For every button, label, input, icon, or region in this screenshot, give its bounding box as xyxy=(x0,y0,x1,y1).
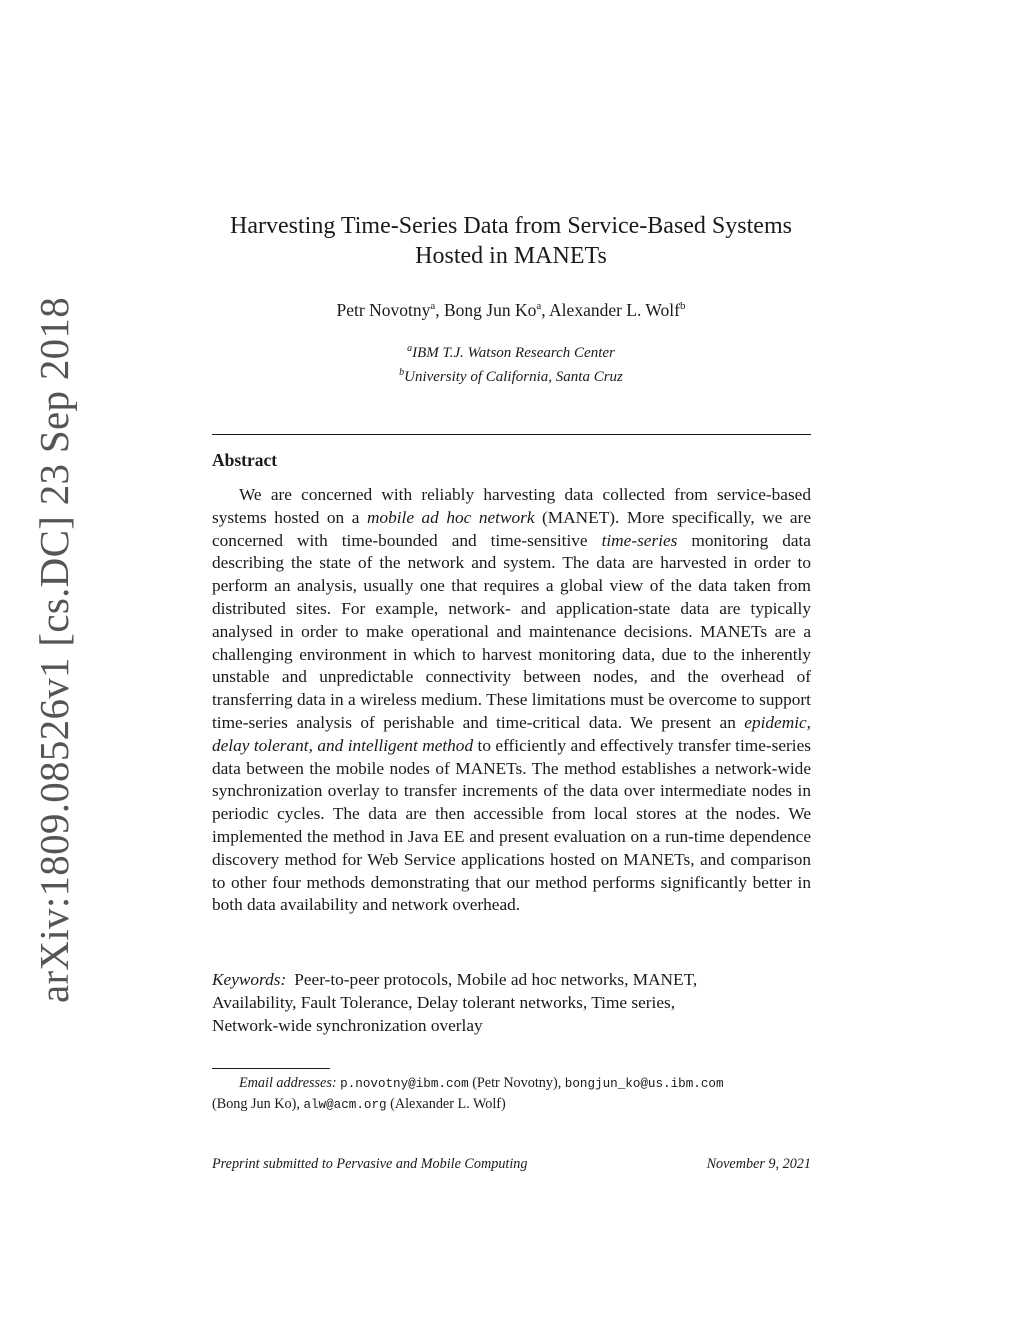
author-list xyxy=(212,300,810,321)
paper-title xyxy=(212,211,810,271)
abstract-body xyxy=(212,484,811,917)
abstract-heading: Abstract xyxy=(212,450,278,470)
abstract-text: monitoring data describing the state of the network and system. The data are harvested in order to perform an analysis, usually one that requires a global view of the data taken from distributed sites. For example, network- and application-state data are typically analysed in order to make operational and maintenance decisions. MANETs are a challenging environment in which to harvest monitoring data, due to the inherently unstable and unpredictable connectivity between nodes, and the overhead of transferring data in a wireless medium. These limitations must be overcome to support time-series analysis of perishable and time-critical data. We present an xyxy=(212,530,811,732)
author-name: Petr Novotny xyxy=(336,300,431,320)
abstract-emphasis: time-series xyxy=(601,530,678,550)
preprint-date: November 9, 2021 xyxy=(706,1156,811,1172)
affiliation-list xyxy=(212,339,810,387)
author-affiliation-mark: a xyxy=(430,300,436,313)
author-affiliation-mark: a xyxy=(536,300,542,313)
author-name: Bong Jun Ko xyxy=(443,300,537,320)
abstract-top-rule xyxy=(212,434,811,435)
footnote-label: Email addresses: xyxy=(239,1075,337,1091)
affiliation-name: IBM T.J. Watson Research Center xyxy=(412,345,615,361)
email-link[interactable]: p.novotny@ibm.com xyxy=(340,1077,469,1091)
affiliation xyxy=(212,363,810,387)
keywords-line: Availability, Fault Tolerance, Delay tolerant networks, Time series, xyxy=(212,993,676,1012)
footnote-rule xyxy=(212,1068,330,1069)
email-owner: (Alexander L. Wolf) xyxy=(386,1096,506,1112)
abstract-emphasis: epidemic, delay tolerant, and intelligent method xyxy=(212,712,811,755)
author-affiliation-mark: b xyxy=(679,300,686,313)
title-line-1: Harvesting Time-Series Data from Service-Based Systems xyxy=(230,213,792,239)
affiliation xyxy=(212,339,810,363)
email-footnote xyxy=(212,1073,812,1115)
footnote-line xyxy=(212,1073,812,1094)
keywords-block xyxy=(212,968,792,1037)
keywords-text: Peer-to-peer protocols, Mobile ad hoc networks, MANET, xyxy=(294,970,698,989)
abstract-text: to efficiently and effectively transfer time-series data between the mobile nodes of MANETs. The method establishes a network-wide synchronization overlay to transfer increments of the data over intermediate nodes in periodic cycles. The data are then accessible from local stores at the nodes. We implemented the method in Java EE and present evaluation on a run-time dependence discovery method for Web Service applications hosted on MANETs, and comparison to other four methods demonstrating that our method performs significantly better in both data availability and network overhead. xyxy=(212,735,811,915)
keywords-line xyxy=(212,968,792,991)
author-name: Alexander L. Wolf xyxy=(549,300,680,320)
title-line-2: Hosted in MANETs xyxy=(415,243,607,269)
email-owner: (Bong Jun Ko), xyxy=(212,1096,304,1112)
abstract-emphasis: mobile ad hoc network xyxy=(366,507,535,527)
author-separator: , xyxy=(541,300,550,320)
abstract-text: We are concerned with reliably harvesting data collected from service-based systems hosted on a xyxy=(212,485,811,527)
arxiv-identifier: arXiv:1809.08526v1 [cs.DC] 23 Sep 2018 xyxy=(31,296,77,1004)
email-link[interactable]: bongjun_ko@us.ibm.com xyxy=(564,1077,724,1091)
keywords-line: Network-wide synchronization overlay xyxy=(212,1016,483,1035)
preprint-notice: Preprint submitted to Pervasive and Mobile Computing xyxy=(212,1156,528,1172)
affiliation-mark: a xyxy=(407,343,413,354)
footnote-line xyxy=(212,1094,812,1115)
keywords-label: Keywords: xyxy=(212,970,287,989)
email-owner: (Petr Novotny), xyxy=(468,1075,565,1091)
affiliation-mark: b xyxy=(399,367,405,378)
email-link[interactable]: alw@acm.org xyxy=(303,1098,387,1112)
author-separator: , xyxy=(435,300,444,320)
abstract-text: (MANET). More specifically, we are concerned with time-bounded and time-sensitive xyxy=(212,507,811,550)
affiliation-name: University of California, Santa Cruz xyxy=(404,369,623,385)
